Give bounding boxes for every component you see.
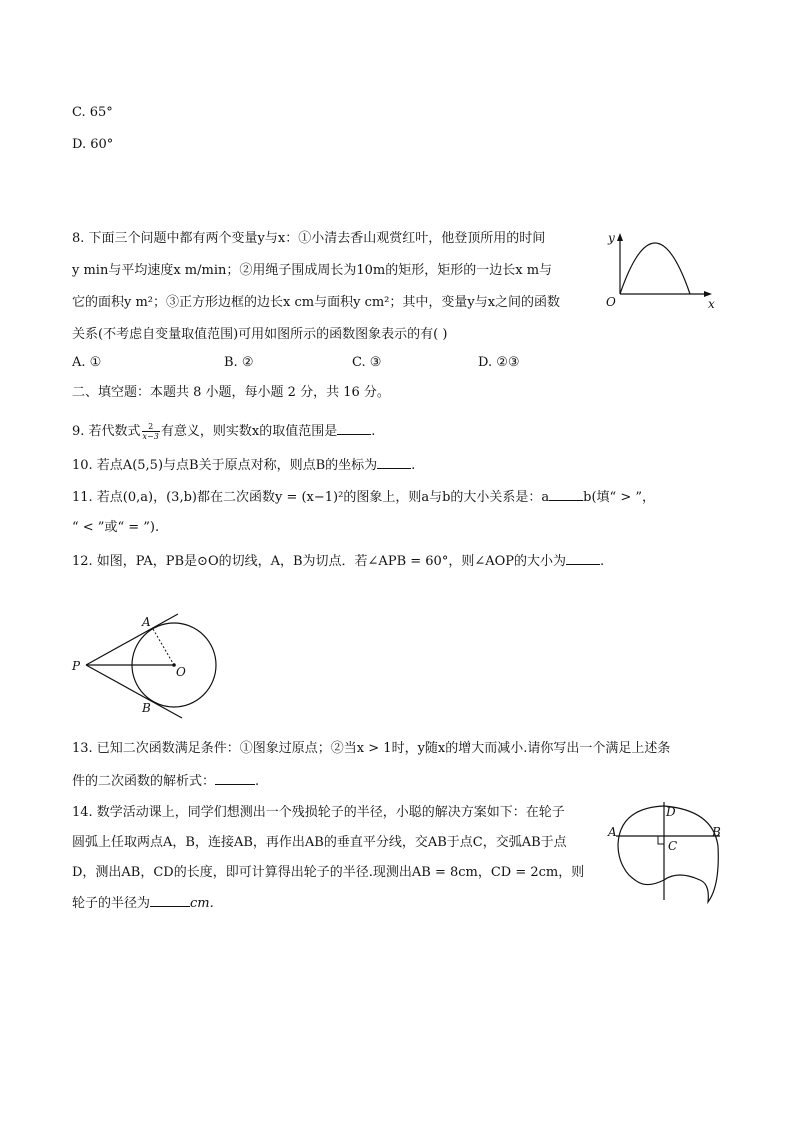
q9-fraction-numerator: 2 xyxy=(142,422,160,432)
q9-text-end: . xyxy=(371,424,376,439)
q7-option-c: C. 65° xyxy=(72,105,113,120)
label-b: B xyxy=(712,825,721,839)
q13-line-2 xyxy=(72,772,259,791)
q9-fraction-denominator: x−3 xyxy=(142,432,159,441)
q9-fraction xyxy=(142,422,160,441)
parabola-curve xyxy=(620,243,690,294)
q11-line-2: “ < ”或“ = ”). xyxy=(72,520,160,535)
q9-text-post: 有意义，则实数x的取值范围是 xyxy=(160,424,338,439)
x-label: x xyxy=(708,297,715,311)
q8-options xyxy=(72,354,552,372)
q7-option-d: D. 60° xyxy=(72,137,114,152)
q9-answer-blank[interactable] xyxy=(337,422,371,435)
y-axis-arrow-icon xyxy=(617,233,623,241)
q13-text-end: . xyxy=(255,774,260,789)
section-2-heading: 二、填空题：本题共 8 小题，每小题 2 分，共 16 分。 xyxy=(72,385,390,400)
q11-text-post: b(填“ > ”， xyxy=(583,490,655,505)
q10-text: 10. 若点A(5,5)与点B关于原点对称，则点B的坐标为 xyxy=(72,458,378,473)
origin-label: O xyxy=(606,295,616,309)
q8-option-a: A. ① xyxy=(72,355,102,370)
q9-text-pre: 9. 若代数式 xyxy=(72,424,141,439)
label-c: C xyxy=(668,839,678,853)
label-a: A xyxy=(142,615,151,629)
q14-answer-blank[interactable] xyxy=(150,894,190,907)
q13-text: 件的二次函数的解析式： xyxy=(72,774,216,789)
q12-answer-blank[interactable] xyxy=(566,552,600,565)
q14-line-2: 圆弧上任取两点A，B，连接AB，再作出AB的垂直平分线，交AB于点C，交弧AB于点 xyxy=(72,835,567,850)
q12-tangent-figure xyxy=(66,608,226,723)
q8-option-d: D. ②③ xyxy=(478,355,520,370)
q14-line-1: 14. 数学活动课上，同学们想测出一个残损轮子的半径，小聪的解决方案如下：在轮子 xyxy=(72,805,565,820)
y-label: y xyxy=(608,231,615,245)
q11-text-pre: 11. 若点(0,a)，(3,b)都在二次函数y = (x−1)²的图象上，则a与b的大小关系是：a xyxy=(72,490,550,505)
q8-line-3: 它的面积y m²；③正方形边框的边长x cm与面积y cm²；其中，变量y与x之间的函数 xyxy=(72,295,561,310)
q13-line-1: 13. 已知二次函数满足条件：①图象过原点；②当x > 1时，y随x的增大而减小.请你写出一个满足上述条 xyxy=(72,741,671,756)
q14-text-unit: cm. xyxy=(190,896,214,911)
q12 xyxy=(72,552,604,571)
label-a: A xyxy=(608,825,617,839)
q8-option-b: B. ② xyxy=(224,355,254,370)
q14-broken-wheel-figure xyxy=(608,796,728,912)
label-d: D xyxy=(666,805,676,819)
tangent-pa xyxy=(86,614,178,665)
wheel-outline xyxy=(618,806,718,902)
q8-line-2: y min与平均速度x m/min；②用绳子围成周长为10m的矩形，矩形的一边长x m与 xyxy=(72,263,553,278)
q12-text: 12. 如图，PA，PB是⊙O的切线，A，B为切点．若∠APB = 60°，则∠AOP的大小为 xyxy=(72,554,567,569)
q10-text-end: . xyxy=(411,458,416,473)
q11-answer-blank[interactable] xyxy=(549,488,583,501)
q11-line-1 xyxy=(72,488,655,507)
label-b: B xyxy=(142,701,151,715)
q14-text: 轮子的半径为 xyxy=(72,896,151,911)
q8-option-c: C. ③ xyxy=(352,355,382,370)
q10-answer-blank[interactable] xyxy=(377,456,411,469)
q9 xyxy=(72,422,375,441)
q10 xyxy=(72,456,415,475)
segment-oa-dashed xyxy=(153,629,174,665)
right-angle-icon xyxy=(658,836,664,844)
q8-function-graph xyxy=(600,226,725,314)
label-p: P xyxy=(72,659,81,673)
q14-line-3: D，测出AB，CD的长度，即可计算得出轮子的半径.现测出AB = 8cm，CD = 2cm，则 xyxy=(72,865,585,880)
q13-answer-blank[interactable] xyxy=(215,772,255,785)
q14-line-4 xyxy=(72,894,214,913)
label-o: O xyxy=(176,665,186,679)
q8-line-4: 关系(不考虑自变量取值范围)可用如图所示的函数图象表示的有( ) xyxy=(72,327,448,342)
q12-text-end: . xyxy=(600,554,605,569)
q8-line-1: 8. 下面三个问题中都有两个变量y与x：①小清去香山观赏红叶，他登顶所用的时间 xyxy=(72,231,546,246)
tangent-pb xyxy=(86,665,182,718)
